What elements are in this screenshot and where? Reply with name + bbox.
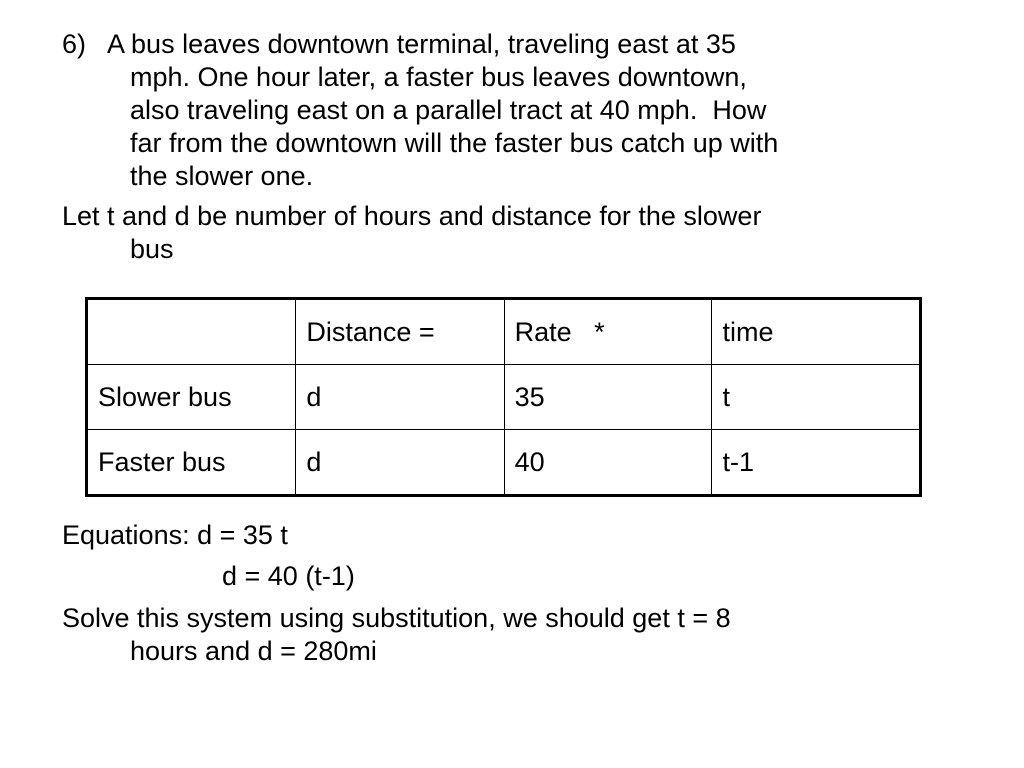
distance-rate-time-table <box>85 297 922 497</box>
problem-line: mph. One hour later, a faster bus leaves downtown, <box>130 62 747 92</box>
solution-line: Solve this system using substitution, we should get t = 8 <box>62 603 731 633</box>
header-cell-empty <box>87 299 296 365</box>
equation-line-1: Equations: d = 35 t <box>62 520 288 550</box>
problem-line: 6) A bus leaves downtown terminal, traveling east at 35 <box>62 29 736 59</box>
variable-definition <box>62 200 962 266</box>
equations <box>62 519 962 593</box>
cell-distance: d <box>296 430 504 496</box>
header-cell-rate: Rate * <box>504 299 712 365</box>
problem-statement <box>62 28 962 193</box>
definition-line: Let t and d be number of hours and distance for the slower <box>62 201 762 231</box>
definition-line: bus <box>130 234 174 264</box>
table-row <box>87 365 921 430</box>
cell-distance: d <box>296 365 504 430</box>
solution-statement <box>62 602 962 668</box>
solution-line: hours and d = 280mi <box>130 636 377 666</box>
row-label-slower-bus: Slower bus <box>87 365 296 430</box>
cell-rate: 35 <box>504 365 712 430</box>
row-label-faster-bus: Faster bus <box>87 430 296 496</box>
header-cell-time: time <box>712 299 921 365</box>
equation-line-2: d = 40 (t-1) <box>222 561 355 591</box>
cell-time: t-1 <box>712 430 921 496</box>
problem-line: the slower one. <box>130 161 314 191</box>
cell-time: t <box>712 365 921 430</box>
problem-line: far from the downtown will the faster bus catch up with <box>130 128 779 158</box>
table-header-row <box>87 299 921 365</box>
cell-rate: 40 <box>504 430 712 496</box>
problem-line: also traveling east on a parallel tract at 40 mph. How <box>130 95 767 125</box>
table-row <box>87 430 921 496</box>
header-cell-distance: Distance = <box>296 299 504 365</box>
